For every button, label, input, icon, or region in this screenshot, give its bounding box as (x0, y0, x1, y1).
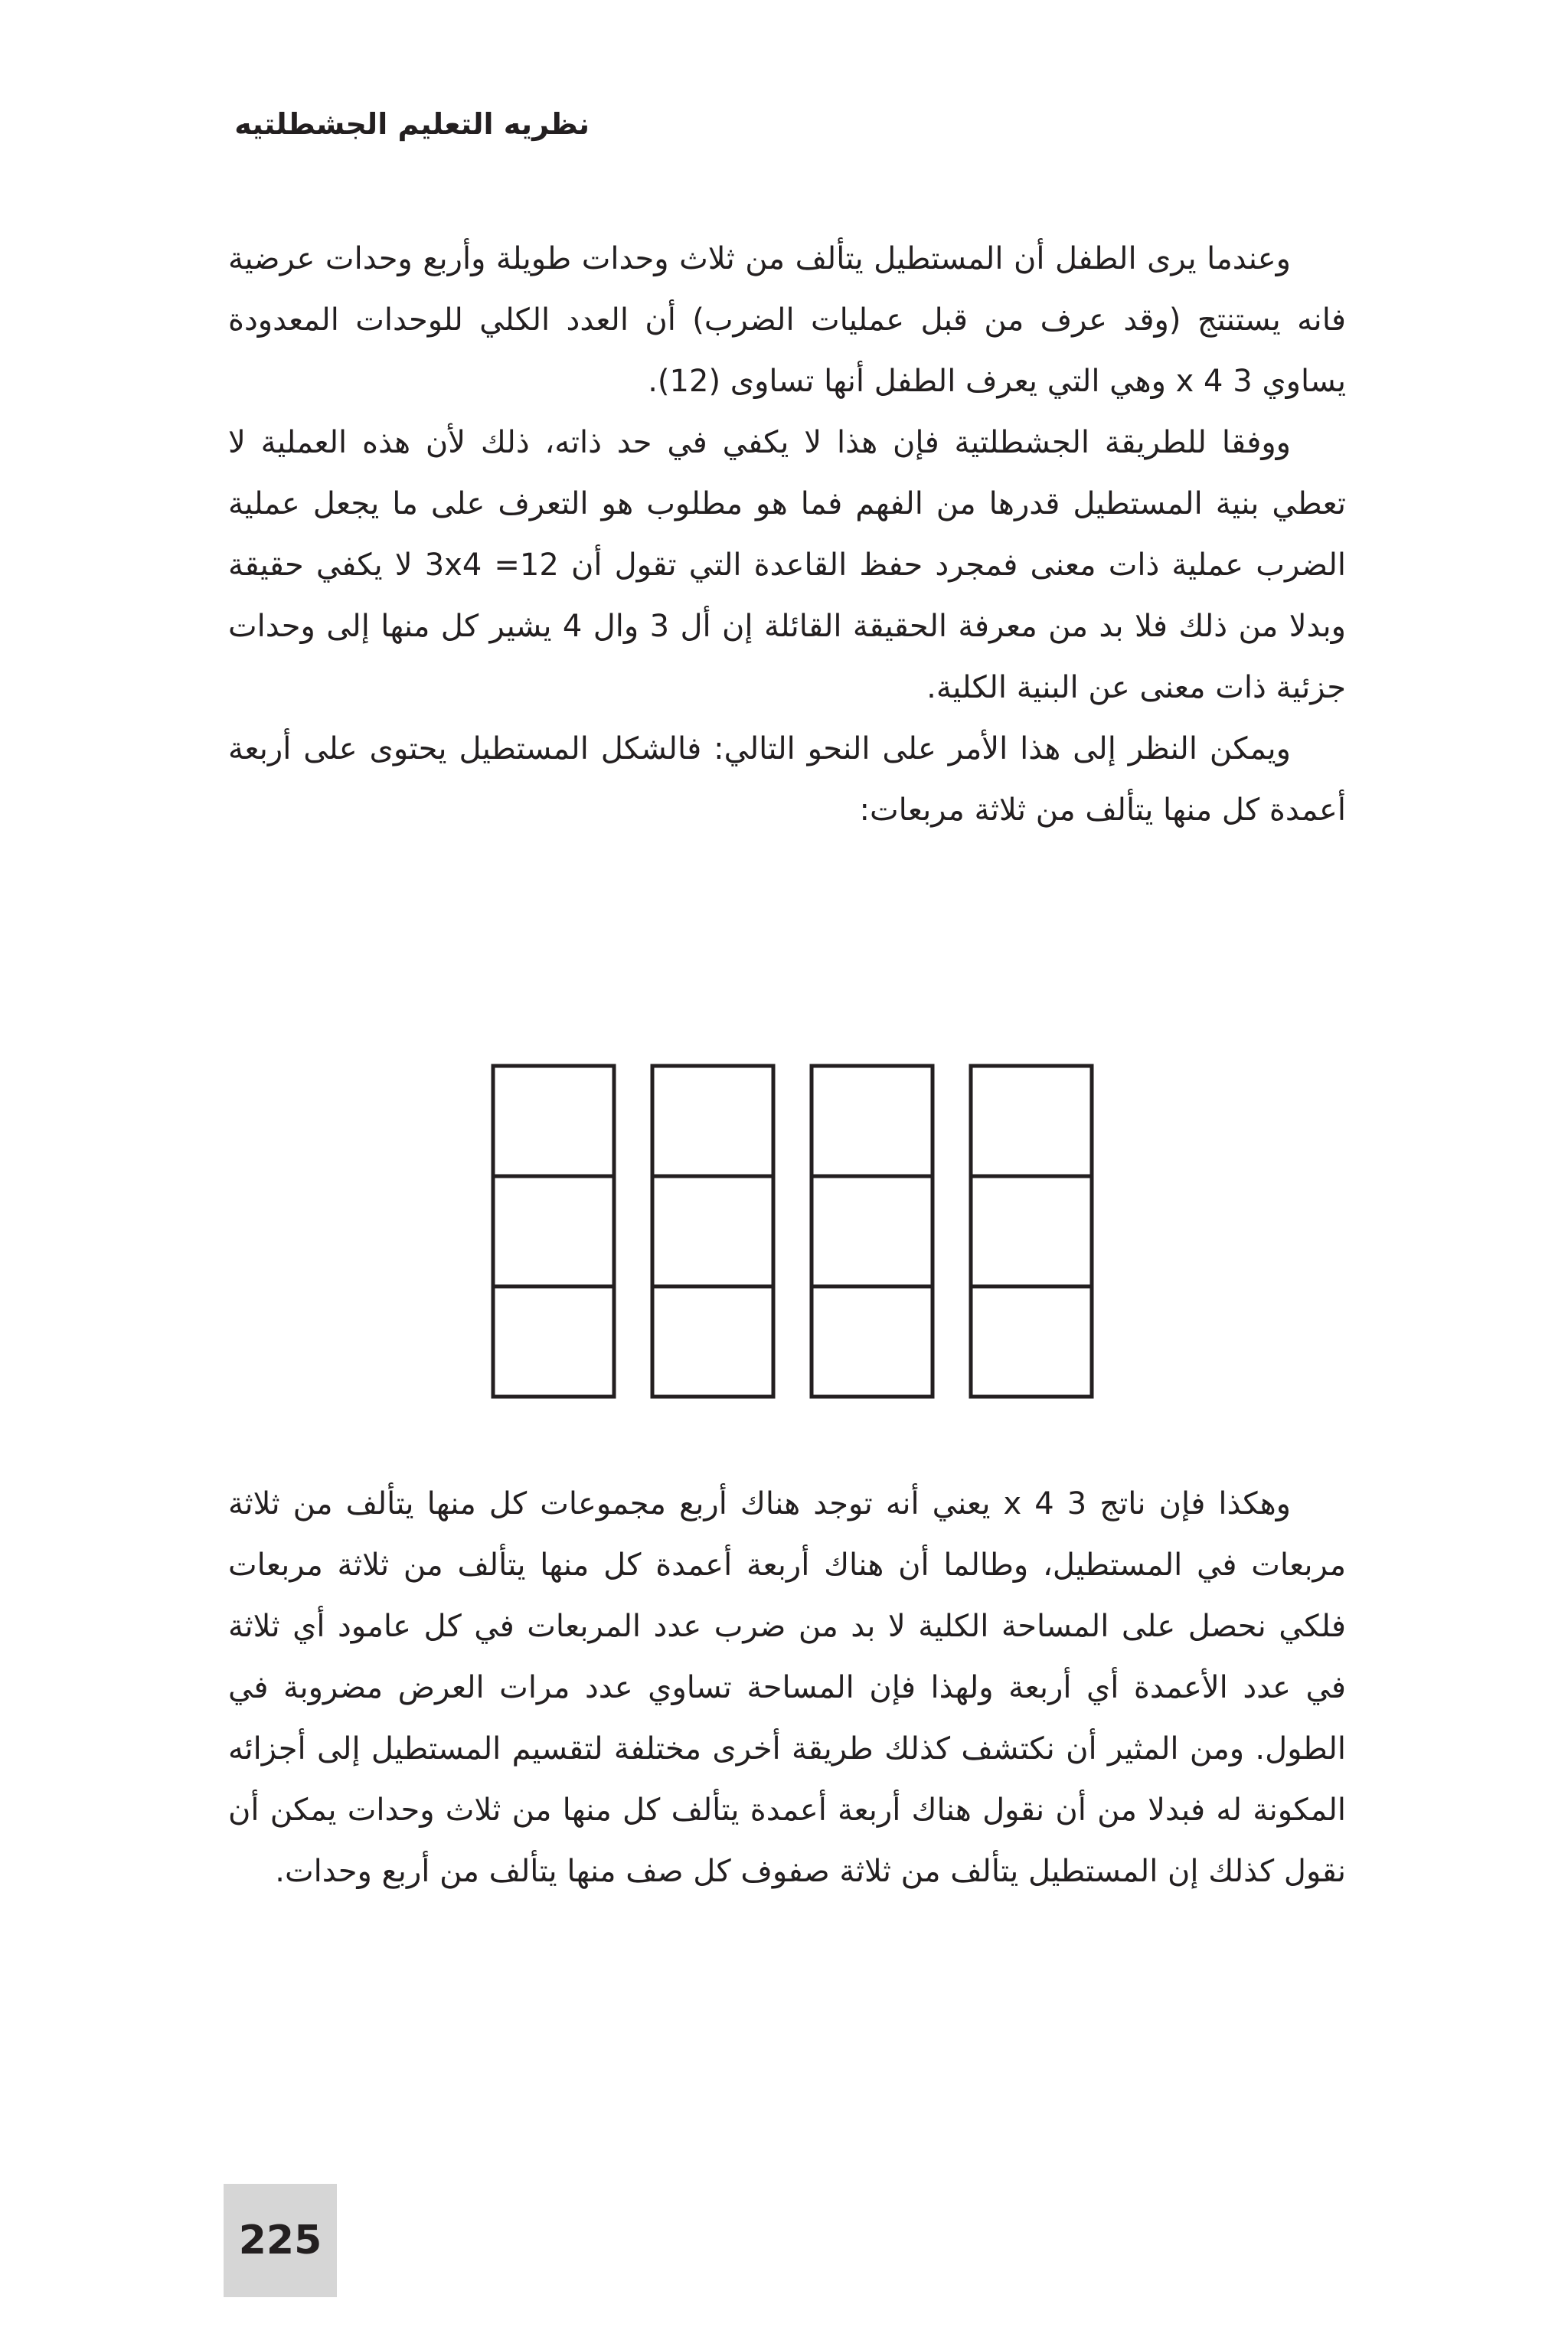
column-outline (652, 1066, 773, 1397)
page-number: 225 (224, 2184, 337, 2297)
column-outline (812, 1066, 933, 1397)
column-outline (493, 1066, 614, 1397)
paragraph: وعندما يرى الطفل أن المستطيل يتألف من ثلاث وحدات طويلة وأربع وحدات عرضية فانه يستنتج (وقد عرف من قبل عمليات الضرب) أن العدد الكلي للوحدات المعدودة يساوي 3 x 4 وهي التي يعرف الطفل أنها تساوى (12). (228, 241, 1346, 399)
column-outline (971, 1066, 1092, 1397)
paragraph: وهكذا فإن ناتج 3 x 4 يعني أنه توجد هناك أربع مجموعات كل منها يتألف من ثلاثة مربعات في المستطيل، وطالما أن هناك أربعة أعمدة كل منها يتألف من ثلاثة مربعات فلكي نحصل على المساحة الكلية لا بد من ضرب عدد المربعات في كل عامود أي ثلاثة في عدد الأعمدة أي أربعة ولهذا فإن المساحة تساوي عدد مرات العرض مضروبة في الطول. ومن المثير أن نكتشف كذلك طريقة أخرى مختلفة لتقسيم المستطيل إلى أجزائه المكونة له فبدلا من أن نقول هناك أربعة أعمدة يتألف كل منها من ثلاث وحدات يمكن أن نقول كذلك إن المستطيل يتألف من ثلاثة صفوف كل صف منها يتألف من أربع وحدات. (228, 1486, 1346, 1889)
running-header: نظريه التعليم الجشطلتيه (234, 107, 590, 141)
rectangle-columns-figure (490, 1063, 1095, 1400)
text-block-bottom (228, 1473, 1346, 1902)
paragraph: ويمكن النظر إلى هذا الأمر على النحو التالي: فالشكل المستطيل يحتوى على أربعة أعمدة كل منها يتألف من ثلاثة مربعات: (228, 731, 1346, 828)
grid-diagram (490, 1063, 1095, 1400)
paragraph: ووفقا للطريقة الجشطلتية فإن هذا لا يكفي في حد ذاته، ذلك لأن هذه العملية لا تعطي بنية المستطيل قدرها من الفهم فما هو مطلوب هو التعرف على ما يجعل عملية الضرب عملية ذات معنى فمجرد حفظ القاعدة التي تقول أن 3x4 =12 لا يكفي حقيقة وبدلا من ذلك فلا بد من معرفة الحقيقة القائلة إن أل 3 وال 4 يشير كل منها إلى وحدات جزئية ذات معنى عن البنية الكلية. (228, 425, 1347, 705)
text-block-top (228, 228, 1346, 841)
